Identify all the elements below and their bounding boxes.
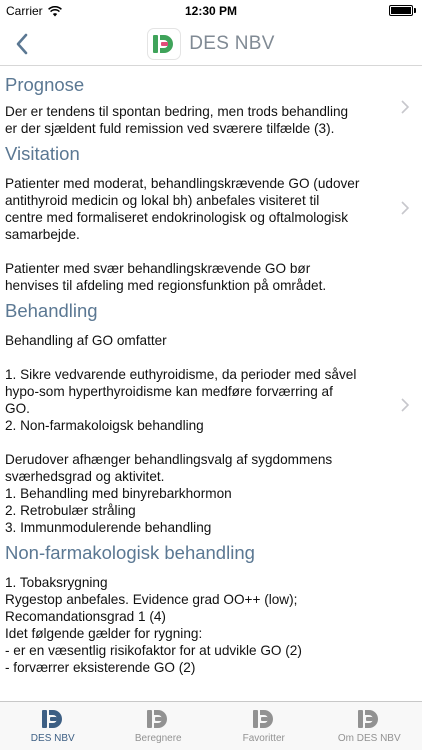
section-behandling[interactable] — [0, 299, 422, 536]
paragraph: Patienter med moderat, behandlingskrævende GO (udover antithyroid medicin og lokal bh) anbefales visiteret til centre med formaliseret endokrinologisk og oftalmologisk samarbejde. — [5, 176, 360, 242]
paragraph: 1. Tobaksrygning Rygestop anbefales. Evidence grad OO++ (low); Recomandationsgrad 1 (4) Idet følgende gælder for rygning: - er en væsentlig risikofaktor for at udvikle GO (2) - forværrer eksisterende GO (2) — [5, 575, 302, 675]
tab-favoritter[interactable] — [211, 702, 317, 750]
paragraph: Behandling af GO omfatter — [5, 333, 167, 348]
des-logo-icon — [144, 708, 172, 730]
section-body — [0, 332, 422, 536]
carrier-label: Carrier — [6, 4, 43, 18]
tab-label: Beregnere — [134, 733, 182, 744]
paragraph: Patienter med svær behandlingskrævende GO bør henvises til afdeling med regionsfunktion på området. — [5, 261, 327, 293]
section-body — [0, 574, 422, 676]
des-logo-icon — [250, 708, 278, 730]
chevron-right-icon — [400, 397, 410, 413]
status-bar — [0, 0, 422, 22]
battery-icon — [389, 5, 413, 16]
navigation-bar — [0, 22, 422, 66]
battery-indicator — [389, 5, 416, 16]
des-logo-icon — [151, 33, 177, 55]
section-non-farmakologisk[interactable] — [0, 541, 422, 676]
section-title: Visitation — [5, 143, 80, 164]
nav-title: DES NBV — [189, 33, 275, 54]
section-title: Behandling — [5, 300, 98, 321]
chevron-right-icon — [400, 99, 410, 115]
tab-bar — [0, 701, 422, 750]
section-prognose[interactable] — [0, 67, 422, 137]
status-time: 12:30 PM — [184, 4, 238, 18]
section-visitation[interactable] — [0, 142, 422, 294]
article-content[interactable] — [0, 67, 422, 701]
section-body — [0, 175, 422, 294]
paragraph: Der er tendens til spontan bedring, men trods behandling er der sjældent fuld remission ved sværere tilfælde (3). — [5, 104, 349, 136]
tab-label: DES NBV — [30, 733, 75, 744]
paragraph: 1. Sikre vedvarende euthyroidisme, da perioder med såvel hypo-som hyperthyroidisme kan medføre forværring af GO. 2. Non-farmakoloigsk behandling — [5, 367, 357, 433]
paragraph: Derudover afhænger behandlingsvalg af sygdommens sværhedsgrad og aktivitet. 1. Behandling med binyrebarkhormon 2. Retrobulær stråling 3. Immunmodulerende behandling — [5, 452, 333, 535]
chevron-right-icon — [400, 200, 410, 216]
section-title: Non-farmakologisk behandling — [5, 542, 255, 563]
des-logo-icon — [355, 708, 383, 730]
section-title: Prognose — [5, 74, 85, 95]
tab-label: Favoritter — [242, 733, 285, 744]
tab-label: Om DES NBV — [337, 733, 401, 744]
tab-des-nbv[interactable] — [0, 702, 106, 750]
tab-beregnere[interactable] — [106, 702, 212, 750]
des-logo-icon — [39, 708, 67, 730]
nav-title-group — [0, 28, 422, 60]
app-logo — [147, 28, 181, 60]
section-body — [0, 103, 422, 137]
tab-om-des-nbv[interactable] — [317, 702, 422, 750]
